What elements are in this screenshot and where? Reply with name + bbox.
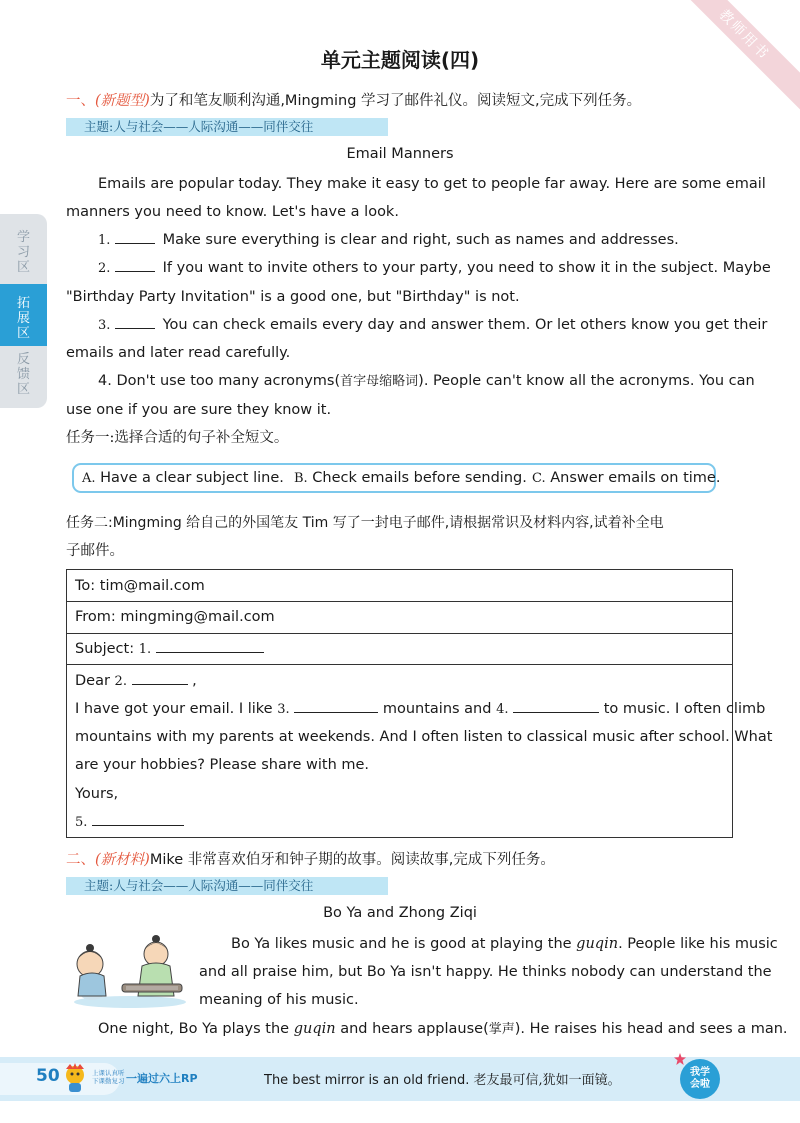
item-3-cont: emails and later read carefully. [66,345,291,361]
blank-3[interactable] [115,314,155,329]
blank-1[interactable] [115,229,155,244]
section1-theme-bar: 主题:人与社会——人际沟通——同伴交往 [66,118,388,136]
brand-slogan: 上课认真听 下课勤复习 [92,1069,125,1085]
option-a[interactable]: A. Have a clear subject line. [82,470,284,486]
mascot-icon [62,1063,88,1093]
footer-quote: The best mirror is an old friend. 老友最可信,犹如一面镜。 [264,1073,621,1088]
tab-feedback-zone[interactable]: 反馈区 [16,352,30,397]
section2-theme-bar: 主题:人与社会——人际沟通——同伴交往 [66,877,388,895]
intro-line-2: manners you need to know. Let's have a look. [66,204,399,220]
task-2-line-2: 子邮件。 [66,543,124,559]
email-from: From: mingming@mail.com [75,609,275,625]
email-form [66,569,773,838]
tab-study-zone[interactable]: 学习区 [16,230,30,275]
page-title: 单元主题阅读(四) [320,48,480,72]
item-2-cont: "Birthday Party Invitation" is a good one, but "Birthday" is not. [66,289,520,305]
story-line-2: and all praise him, but Bo Ya isn't happy. He thinks nobody can understand the [199,964,772,980]
item-2: 2. If you want to invite others to your party, you need to show it in the subject. Maybe [98,254,771,283]
item-3: 3. You can check emails every day and answer them. Or let others know you get their [98,311,767,340]
item-1: 1. Make sure everything is clear and right, such as names and addresses. [98,226,679,255]
blank-3-email[interactable] [294,698,378,713]
blank-2[interactable] [115,257,155,272]
email-to: To: tim@mail.com [75,578,205,594]
passage-title: Email Manners [346,146,454,162]
email-body-line-1: I have got your email. I like 3. mountains and 4. to music. I often climb [75,695,765,724]
learned-badge: 我学会啦 [680,1059,720,1099]
star-icon [674,1053,686,1065]
option-c[interactable]: C. Answer emails on time. [532,470,721,486]
blank-subject[interactable] [156,638,264,653]
email-greeting: Dear 2. , [75,667,197,696]
blank-4-email[interactable] [513,698,599,713]
item-4: 4. Don't use too many acronyms(首字母缩略词). People can't know all the acronyms. You can [98,373,755,389]
task-1: 任务一:选择合适的句子补全短文。 [66,430,289,446]
tab-expand-zone[interactable]: 拓展区 [0,284,47,346]
intro-line-1: Emails are popular today. They make it easy to get to people far away. Here are some email [98,176,766,192]
brand-name: 一遍过六上RP [126,1072,198,1085]
section1-heading: 一、(新题型)为了和笔友顺利沟通,Mingming 学习了邮件礼仪。阅读短文,完成下列任务。 [66,93,642,109]
bo-ya-illustration [70,930,192,1010]
section2-heading: 二、(新材料)Mike 非常喜欢伯牙和钟子期的故事。阅读故事,完成下列任务。 [66,852,555,868]
email-signature: 5. [75,808,184,837]
options-box [72,463,721,493]
task-2-line-1: 任务二:Mingming 给自己的外国笔友 Tim 写了一封电子邮件,请根据常识及材料内容,试着补全电 [66,515,664,531]
teacher-edition-ribbon: 教师用书 [664,0,800,115]
email-subject: Subject: 1. [75,635,264,664]
side-tabs [0,214,47,408]
item-4-cont: use one if you are sure they know it. [66,402,332,418]
email-body-line-3: are your hobbies? Please share with me. [75,757,370,773]
blank-dear[interactable] [132,670,188,685]
story-line-4: One night, Bo Ya plays the guqin and hears applause(掌声). He raises his head and sees a man. [98,1021,788,1037]
email-closing: Yours, [75,786,119,802]
story-title: Bo Ya and Zhong Ziqi [323,905,477,921]
option-b[interactable]: B. Check emails before sending. [294,470,527,486]
page-number: 50 [36,1066,60,1086]
story-line-1: Bo Ya likes music and he is good at playing the guqin. People like his music [231,936,778,952]
email-body-line-2: mountains with my parents at weekends. And I often listen to classical music after school. What [75,729,773,745]
blank-signature[interactable] [92,811,184,826]
story-line-3: meaning of his music. [199,992,359,1008]
page-footer [0,1057,800,1101]
